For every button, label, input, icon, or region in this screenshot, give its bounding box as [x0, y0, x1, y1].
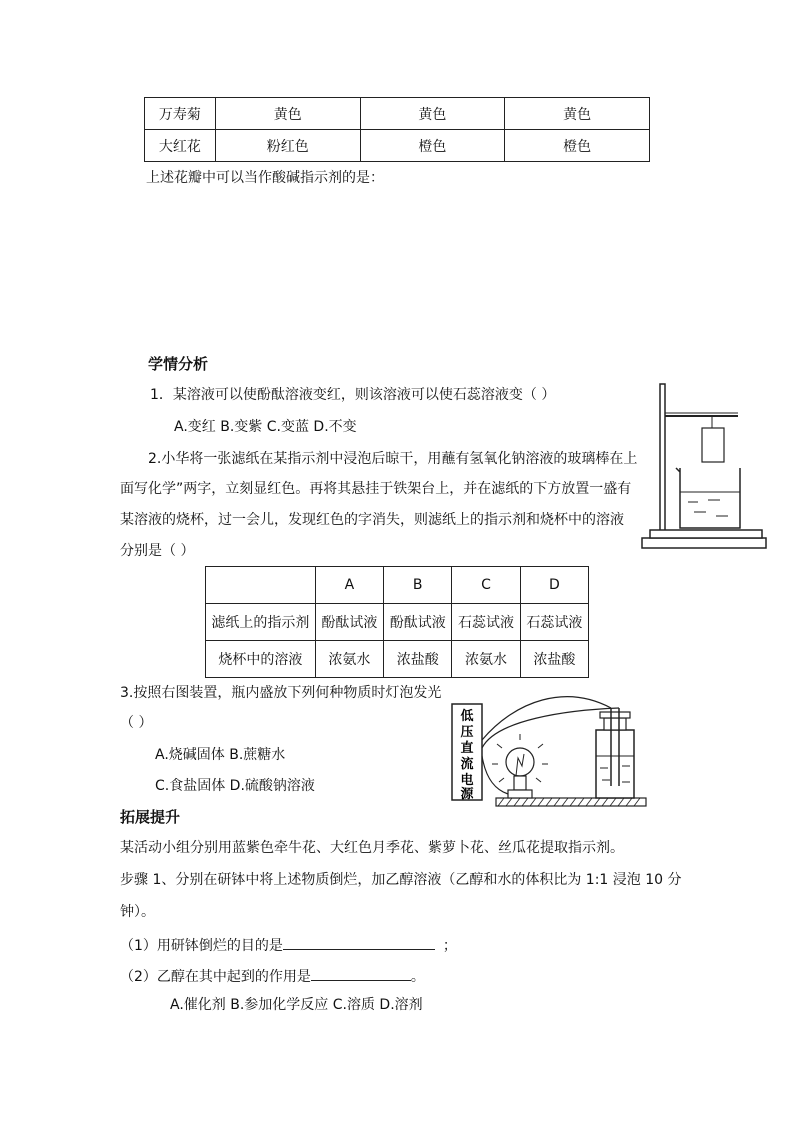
- table-cell: 粉红色: [215, 130, 360, 162]
- table-row: [206, 641, 589, 678]
- power-label-char: 电: [460, 773, 474, 788]
- table-cell: 石蕊试液: [520, 604, 588, 641]
- sub1-suffix: ；: [442, 938, 457, 954]
- table-row: [206, 604, 589, 641]
- sub2-options: A.催化剂 B.参加化学反应 C.溶质 D.溶剂: [170, 997, 423, 1013]
- sub2-suffix: 。: [410, 969, 425, 985]
- table-row: [206, 567, 589, 604]
- q3-options: A.烧碱固体 B.蔗糖水: [155, 747, 286, 763]
- section-title-analysis: 学情分析: [148, 355, 209, 373]
- q2-line: 面写化学”两字，立刻显红色。再将其悬挂于铁架台上，并在滤纸的下方放置一盛有: [120, 481, 632, 497]
- table-cell: 浓氨水: [315, 641, 383, 678]
- answer-blank[interactable]: [311, 964, 411, 981]
- table-cell: 黄色: [215, 98, 360, 130]
- q2-line: 分别是（ ）: [120, 543, 195, 559]
- extend-intro: 某活动小组分别用蓝紫色牵牛花、大红色月季花、紫萝卜花、丝瓜花提取指示剂。: [120, 840, 624, 856]
- circuit-figure: [446, 690, 652, 814]
- table-cell: D: [520, 567, 588, 604]
- table-cell: 酚酞试液: [384, 604, 452, 641]
- flower-color-table: [144, 97, 650, 162]
- q2-line: 2.小华将一张滤纸在某指示剂中浸泡后晾干，用蘸有氢氧化钠溶液的玻璃棒在上: [148, 451, 638, 467]
- power-label-char: 流: [460, 757, 474, 772]
- table-cell: 烧杯中的溶液: [206, 641, 316, 678]
- q2-line: 某溶液的烧杯，过一会儿，发现红色的字消失，则滤纸上的指示剂和烧杯中的溶液: [120, 512, 624, 528]
- extend-sub2: [120, 964, 425, 987]
- sub1-prefix: （1）用研钵倒烂的目的是: [120, 938, 283, 954]
- table-row: [145, 130, 650, 162]
- power-label-char: 低: [460, 709, 474, 724]
- table-cell: 浓盐酸: [384, 641, 452, 678]
- table-cell: 万寿菊: [145, 98, 216, 130]
- power-label-char: 压: [460, 725, 474, 740]
- table-cell: 酚酞试液: [315, 604, 383, 641]
- table-cell: 石蕊试液: [452, 604, 520, 641]
- extend-step1-cont: 钟）。: [120, 904, 155, 920]
- table-cell: 黄色: [360, 98, 505, 130]
- table-cell: 浓盐酸: [520, 641, 588, 678]
- table-cell: A: [315, 567, 383, 604]
- q1-stem: 1．某溶液可以使酚酞溶液变红，则该溶液可以使石蕊溶液变（ ）: [150, 387, 556, 403]
- table-row: [145, 98, 650, 130]
- flower-question: 上述花瓣中可以当作酸碱指示剂的是：: [146, 170, 384, 186]
- extend-sub1: [120, 933, 457, 956]
- table-cell: 橙色: [360, 130, 505, 162]
- table-cell: 大红花: [145, 130, 216, 162]
- power-label-char: 直: [460, 741, 474, 756]
- answer-blank[interactable]: [283, 933, 435, 950]
- q3-options: C.食盐固体 D.硫酸钠溶液: [155, 778, 315, 794]
- power-label-char: 源: [460, 787, 474, 802]
- q3-stem: 3.按照右图装置，瓶内盛放下列何种物质时灯泡发光: [120, 685, 442, 701]
- table-cell: [206, 567, 316, 604]
- extend-step1: 步骤 1、分别在研钵中将上述物质倒烂，加乙醇溶液（乙醇和水的体积比为 1:1 浸泡 10 分: [120, 872, 682, 888]
- table-cell: 浓氨水: [452, 641, 520, 678]
- q3-paren: （ ）: [120, 715, 153, 731]
- iron-stand-figure: [636, 380, 776, 560]
- table-cell: 滤纸上的指示剂: [206, 604, 316, 641]
- q1-options: A.变红 B.变紫 C.变蓝 D.不变: [174, 419, 357, 435]
- section-title-extend: 拓展提升: [120, 808, 181, 826]
- table-cell: B: [384, 567, 452, 604]
- table-cell: 橙色: [505, 130, 650, 162]
- sub2-prefix: （2）乙醇在其中起到的作用是: [120, 969, 311, 985]
- table-cell: 黄色: [505, 98, 650, 130]
- q2-options-table: [205, 566, 589, 678]
- table-cell: C: [452, 567, 520, 604]
